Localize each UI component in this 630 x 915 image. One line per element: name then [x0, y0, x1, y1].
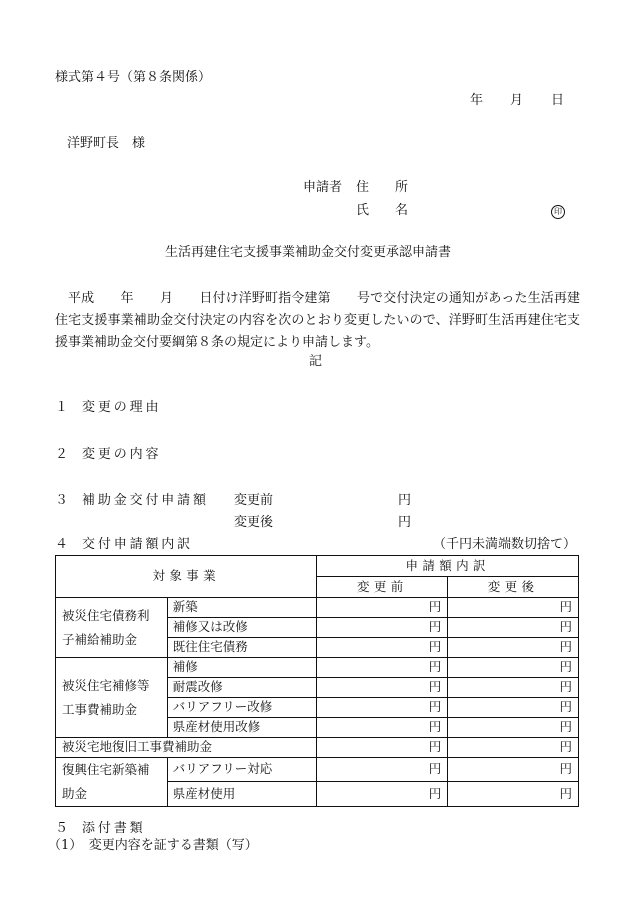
- yen-cell: 円: [317, 598, 448, 618]
- group-3-name: 被災宅地復旧工事費補助金: [56, 738, 317, 758]
- item-5-label: 添付書類: [82, 821, 146, 836]
- yen-cell: 円: [317, 658, 448, 678]
- item-3-label: 補助金交付申請額: [82, 493, 209, 508]
- item-3-after-yen: 円: [398, 515, 412, 530]
- yen-cell: 円: [317, 758, 448, 782]
- row-label: 新築: [167, 598, 317, 618]
- item-3-after-label: 変更後: [234, 515, 274, 530]
- row-label: 補修: [167, 658, 317, 678]
- yen-cell: 円: [448, 718, 579, 738]
- body-paragraph: 平成 年 月 日付け洋野町指令建第 号で交付決定の通知があった生活再建住宅支援事業補助金交付決定の内容を次のとおり変更したいので、洋野町生活再建住宅支援事業補助金交付要綱第８条の規定により申請します。: [55, 291, 580, 350]
- form-number: 様式第４号（第８条関係）: [55, 70, 212, 85]
- date-year-label: 年: [470, 93, 484, 108]
- yen-cell: 円: [317, 738, 448, 758]
- item-3-before-label: 変更前: [234, 493, 274, 508]
- item-1-number: １: [55, 400, 69, 415]
- group-2-name: 被災住宅補修等 工事費補助金: [56, 658, 168, 738]
- item-2-label: 変更の内容: [82, 447, 162, 462]
- document-title: 生活再建住宅支援事業補助金交付変更承認申請書: [165, 245, 452, 260]
- header-before: 変更前: [317, 577, 448, 598]
- item-2-number: ２: [55, 447, 69, 462]
- item-4-label: 交付申請額内訳: [82, 537, 194, 552]
- item-5-sub: （1） 変更内容を証する書類（写）: [48, 838, 258, 853]
- applicant-label: 申請者: [303, 180, 343, 195]
- address-label: 住 所: [356, 180, 409, 195]
- yen-cell: 円: [448, 758, 579, 782]
- yen-cell: 円: [317, 718, 448, 738]
- row-label: バリアフリー対応: [167, 758, 317, 782]
- header-after: 変更後: [448, 577, 579, 598]
- seal-mark: 印: [551, 205, 565, 219]
- row-label: 耐震改修: [167, 678, 317, 698]
- item-3-number: ３: [55, 493, 69, 508]
- table-row: [56, 598, 579, 618]
- table-row: [56, 738, 579, 758]
- row-label: 補修又は改修: [167, 618, 317, 638]
- item-5-number: ５: [55, 821, 69, 836]
- yen-cell: 円: [317, 618, 448, 638]
- yen-cell: 円: [448, 782, 579, 806]
- addressee: 洋野町長 様: [67, 136, 146, 151]
- yen-cell: 円: [448, 678, 579, 698]
- row-label: 県産材使用: [167, 782, 317, 806]
- group-1-name: 被災住宅債務利 子補給補助金: [56, 598, 168, 658]
- item-3-before-yen: 円: [398, 493, 412, 508]
- row-label: 県産材使用改修: [167, 718, 317, 738]
- breakdown-table: [55, 555, 579, 807]
- yen-cell: 円: [317, 638, 448, 658]
- name-label: 氏 名: [356, 203, 409, 218]
- yen-cell: 円: [317, 698, 448, 718]
- yen-cell: 円: [448, 658, 579, 678]
- group-4-name: 復興住宅新築補 助金: [56, 758, 168, 807]
- yen-cell: 円: [448, 738, 579, 758]
- item-1-label: 変更の理由: [82, 400, 162, 415]
- header-target: 対象事業: [56, 556, 317, 598]
- header-amount: 申請額内訳: [317, 556, 579, 577]
- item-4-number: ４: [55, 537, 69, 552]
- row-label: 既往住宅債務: [167, 638, 317, 658]
- row-label: バリアフリー改修: [167, 698, 317, 718]
- yen-cell: 円: [317, 678, 448, 698]
- table-row: [56, 758, 579, 782]
- date-day-label: 日: [551, 93, 565, 108]
- yen-cell: 円: [448, 698, 579, 718]
- item-4-note: （千円未満端数切捨て）: [433, 537, 577, 552]
- ki-heading: 記: [309, 354, 323, 369]
- yen-cell: 円: [317, 782, 448, 806]
- date-month-label: 月: [510, 93, 524, 108]
- yen-cell: 円: [448, 638, 579, 658]
- yen-cell: 円: [448, 598, 579, 618]
- yen-cell: 円: [448, 618, 579, 638]
- table-row: [56, 658, 579, 678]
